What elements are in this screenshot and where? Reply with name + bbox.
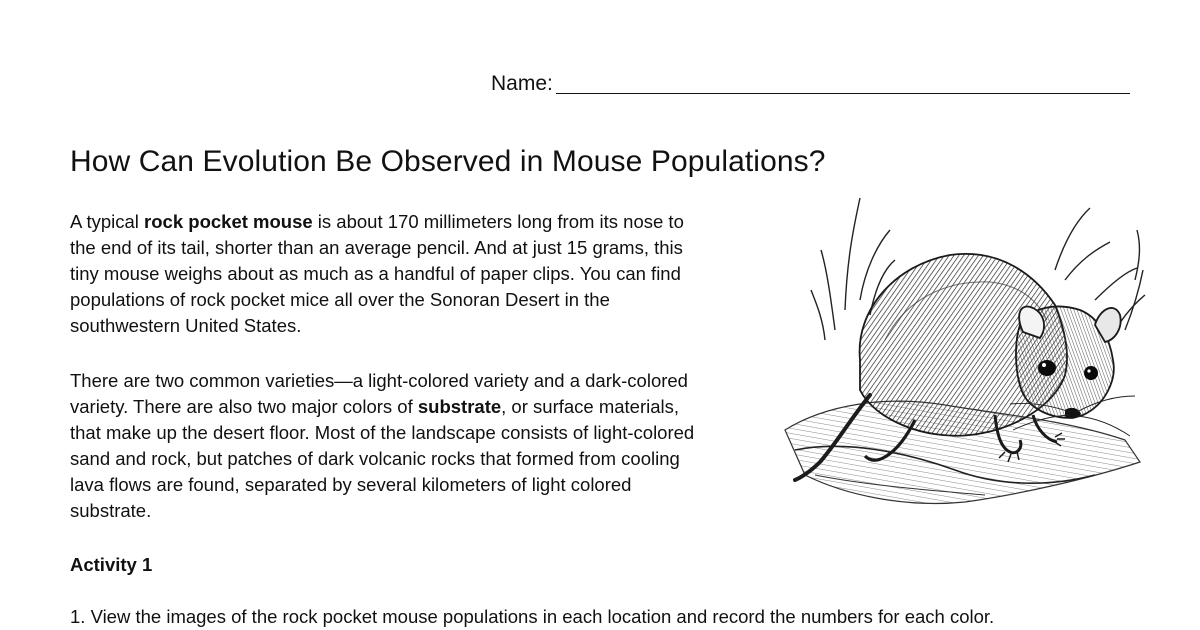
paragraph-line	[70, 394, 760, 420]
text-run: is about 170 millimeters long from its nose to	[312, 211, 684, 232]
text-run: variety. There are also two major colors of	[70, 396, 418, 417]
paragraph-line: sand and rock, but patches of dark volcanic rocks that formed from cooling	[70, 448, 680, 469]
paragraph-line: tiny mouse weighs about as much as a handful of paper clips. You can find	[70, 263, 681, 284]
paragraph-line	[70, 209, 760, 235]
paragraph-line: There are two common varieties—a light-colored variety and a dark-colored	[70, 370, 688, 391]
paragraph-line: the end of its tail, shorter than an average pencil. And at just 15 grams, this	[70, 237, 683, 258]
bold-term: substrate	[417, 396, 502, 417]
mouse-eye-right	[1084, 366, 1098, 380]
paragraph-line: populations of rock pocket mice all over the Sonoran Desert in the	[70, 289, 610, 310]
name-blank-line[interactable]	[556, 93, 1130, 94]
mouse-eye-left	[1038, 360, 1056, 376]
paragraph-line: lava flows are found, separated by several kilometers of light colored	[70, 474, 632, 495]
activity-instruction: 1. View the images of the rock pocket mouse populations in each location and record the numbers for each color.	[70, 606, 995, 627]
paragraph-line: southwestern United States.	[70, 315, 302, 336]
bold-term: rock pocket mouse	[144, 211, 313, 232]
rock-pocket-mouse-illustration	[765, 190, 1155, 520]
intro-paragraph	[70, 209, 760, 339]
text-run: , or surface materials,	[501, 396, 680, 417]
activity-heading: Activity 1	[70, 554, 153, 575]
paragraph-line: that make up the desert floor. Most of the landscape consists of light-colored	[70, 422, 695, 443]
varieties-paragraph	[70, 368, 760, 524]
text-run: A typical	[70, 211, 145, 232]
page-title: How Can Evolution Be Observed in Mouse Populations?	[70, 145, 826, 178]
paragraph-line: substrate.	[70, 500, 152, 521]
name-label: Name:	[491, 72, 553, 95]
